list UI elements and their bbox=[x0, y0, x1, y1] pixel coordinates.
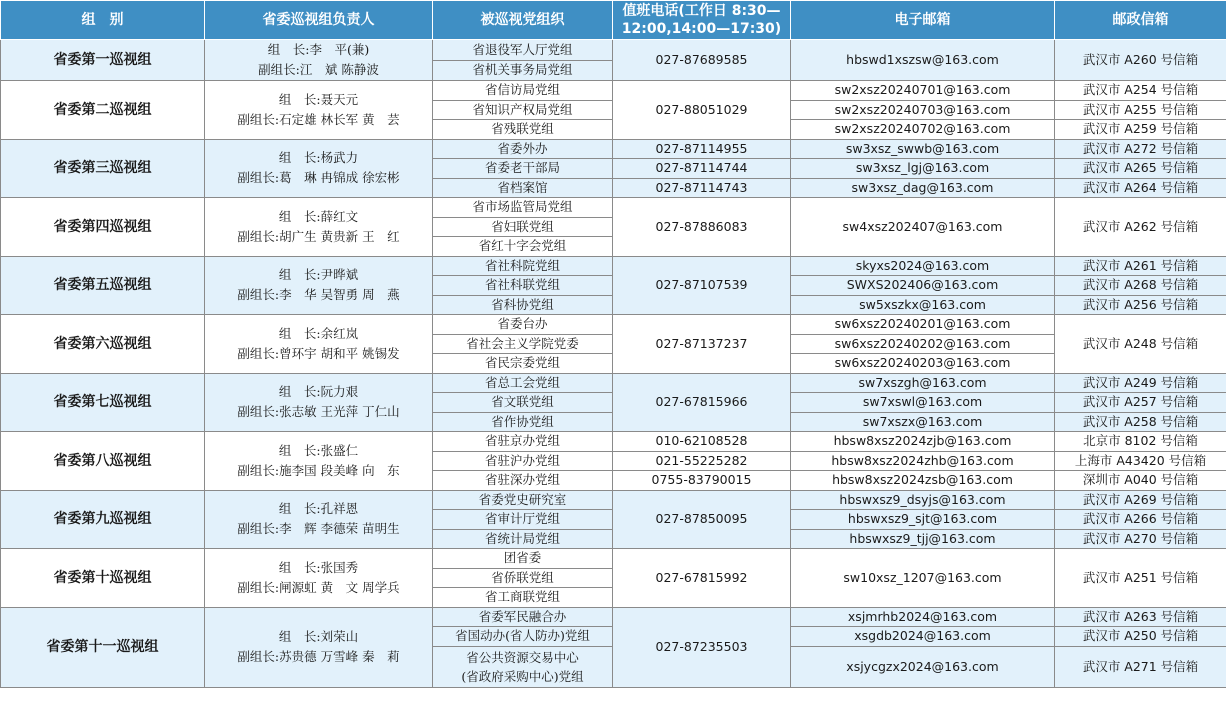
group-leaders bbox=[205, 549, 433, 608]
post-box: 武汉市 A256 号信箱 bbox=[1055, 295, 1226, 315]
group-leaders bbox=[205, 198, 433, 257]
email-address[interactable]: hbsw8xsz2024zsb@163.com bbox=[791, 471, 1055, 491]
target-org: 省科协党组 bbox=[433, 295, 613, 315]
duty-phone: 010-62108528 bbox=[613, 432, 791, 452]
email-address[interactable]: sw7xswl@163.com bbox=[791, 393, 1055, 413]
group-leaders bbox=[205, 315, 433, 374]
email-address[interactable]: hbsw8xsz2024zhb@163.com bbox=[791, 451, 1055, 471]
deputy-line: 副组长:闸源虹 黄 文 周学兵 bbox=[237, 579, 400, 595]
post-box: 武汉市 A257 号信箱 bbox=[1055, 393, 1226, 413]
table-row bbox=[1, 256, 1226, 276]
target-org: 省总工会党组 bbox=[433, 373, 613, 393]
email-address[interactable]: sw2xsz20240701@163.com bbox=[791, 81, 1055, 101]
email-address[interactable]: sw4xsz202407@163.com bbox=[791, 198, 1055, 257]
email-address[interactable]: sw3xsz_lgj@163.com bbox=[791, 159, 1055, 179]
target-org: 省知识产权局党组 bbox=[433, 100, 613, 120]
group-name: 省委第七巡视组 bbox=[1, 373, 205, 432]
duty-phone: 027-87235503 bbox=[613, 607, 791, 687]
email-address[interactable]: hbswxsz9_sjt@163.com bbox=[791, 510, 1055, 530]
target-org: 省委台办 bbox=[433, 315, 613, 335]
group-leaders bbox=[205, 139, 433, 198]
deputy-line: 副组长:张志敏 王光萍 丁仁山 bbox=[237, 404, 400, 420]
post-box: 武汉市 A251 号信箱 bbox=[1055, 549, 1226, 608]
deputy-line: 副组长:江 斌 陈静波 bbox=[258, 62, 379, 77]
table-row bbox=[1, 40, 1226, 61]
post-box: 武汉市 A248 号信箱 bbox=[1055, 315, 1226, 374]
target-org-line2: (省政府采购中心)党组 bbox=[461, 668, 584, 684]
target-org: 省社科院党组 bbox=[433, 256, 613, 276]
target-org: 省国动办(省人防办)党组 bbox=[433, 627, 613, 647]
duty-phone: 027-87689585 bbox=[613, 40, 791, 81]
post-box: 武汉市 A250 号信箱 bbox=[1055, 627, 1226, 647]
table-row bbox=[1, 549, 1226, 569]
header-leader: 省委巡视组负责人 bbox=[205, 1, 433, 40]
target-org: 省委军民融合办 bbox=[433, 607, 613, 627]
target-org: 省驻京办党组 bbox=[433, 432, 613, 452]
group-name: 省委第十巡视组 bbox=[1, 549, 205, 608]
table-row bbox=[1, 81, 1226, 101]
deputy-line: 副组长:胡广生 黄贵新 王 红 bbox=[237, 228, 400, 244]
duty-phone: 027-67815992 bbox=[613, 549, 791, 608]
email-address[interactable]: xsgdb2024@163.com bbox=[791, 627, 1055, 647]
duty-phone: 027-88051029 bbox=[613, 81, 791, 140]
table-row bbox=[1, 607, 1226, 627]
group-name: 省委第二巡视组 bbox=[1, 81, 205, 140]
leader-line: 组 长:聂天元 bbox=[278, 91, 359, 107]
table-row bbox=[1, 139, 1226, 159]
duty-phone: 027-87107539 bbox=[613, 256, 791, 315]
target-org: 省委老干部局 bbox=[433, 159, 613, 179]
header-target: 被巡视党组织 bbox=[433, 1, 613, 40]
post-box: 武汉市 A258 号信箱 bbox=[1055, 412, 1226, 432]
deputy-line: 副组长:葛 琳 冉锦成 徐宏彬 bbox=[237, 170, 400, 186]
group-name: 省委第五巡视组 bbox=[1, 256, 205, 315]
duty-phone: 027-87137237 bbox=[613, 315, 791, 374]
target-org: 省作协党组 bbox=[433, 412, 613, 432]
target-org: 团省委 bbox=[433, 549, 613, 569]
table-row bbox=[1, 198, 1226, 218]
group-leaders bbox=[205, 256, 433, 315]
target-org: 省侨联党组 bbox=[433, 568, 613, 588]
target-org: 省驻沪办党组 bbox=[433, 451, 613, 471]
email-address[interactable]: sw6xsz20240201@163.com bbox=[791, 315, 1055, 335]
leader-line: 组 长:阮力艰 bbox=[278, 384, 359, 400]
group-leaders bbox=[205, 373, 433, 432]
target-org: 省社科联党组 bbox=[433, 276, 613, 296]
email-address[interactable]: sw2xsz20240703@163.com bbox=[791, 100, 1055, 120]
email-address[interactable]: sw6xsz20240202@163.com bbox=[791, 334, 1055, 354]
post-box: 武汉市 A254 号信箱 bbox=[1055, 81, 1226, 101]
target-org: 省民宗委党组 bbox=[433, 354, 613, 374]
leader-line: 组 长:余红岚 bbox=[278, 325, 359, 341]
email-address[interactable]: skyxs2024@163.com bbox=[791, 256, 1055, 276]
duty-phone: 027-87886083 bbox=[613, 198, 791, 257]
header-row bbox=[1, 1, 1226, 40]
group-name: 省委第一巡视组 bbox=[1, 40, 205, 81]
email-address[interactable]: sw3xsz_swwb@163.com bbox=[791, 139, 1055, 159]
target-org: 省驻深办党组 bbox=[433, 471, 613, 491]
target-org: 省妇联党组 bbox=[433, 217, 613, 237]
email-address[interactable]: xsjycgzx2024@163.com bbox=[791, 646, 1055, 687]
table-row bbox=[1, 315, 1226, 335]
table-row bbox=[1, 490, 1226, 510]
email-address[interactable]: sw7xszx@163.com bbox=[791, 412, 1055, 432]
header-mail: 邮政信箱 bbox=[1055, 1, 1226, 40]
duty-phone: 027-87114955 bbox=[613, 139, 791, 159]
target-org: 省文联党组 bbox=[433, 393, 613, 413]
target-org: 省红十字会党组 bbox=[433, 237, 613, 257]
email-address[interactable]: sw2xsz20240702@163.com bbox=[791, 120, 1055, 140]
table-row bbox=[1, 432, 1226, 452]
leader-line: 组 长:尹晔斌 bbox=[278, 267, 359, 283]
email-address[interactable]: sw3xsz_dag@163.com bbox=[791, 178, 1055, 198]
post-box: 武汉市 A262 号信箱 bbox=[1055, 198, 1226, 257]
leader-line: 组 长:张盛仁 bbox=[278, 442, 359, 458]
group-name: 省委第十一巡视组 bbox=[1, 607, 205, 687]
post-box: 上海市 A43420 号信箱 bbox=[1055, 451, 1226, 471]
duty-phone: 027-87114743 bbox=[613, 178, 791, 198]
target-org: 省市场监管局党组 bbox=[433, 198, 613, 218]
group-name: 省委第八巡视组 bbox=[1, 432, 205, 491]
target-org: 省统计局党组 bbox=[433, 529, 613, 549]
group-leaders bbox=[205, 490, 433, 549]
post-box: 武汉市 A269 号信箱 bbox=[1055, 490, 1226, 510]
group-name: 省委第六巡视组 bbox=[1, 315, 205, 374]
deputy-line: 副组长:苏贵德 万雪峰 秦 莉 bbox=[237, 649, 400, 664]
post-box: 武汉市 A259 号信箱 bbox=[1055, 120, 1226, 140]
post-box: 武汉市 A264 号信箱 bbox=[1055, 178, 1226, 198]
target-org: 省审计厅党组 bbox=[433, 510, 613, 530]
email-address[interactable]: SWXS202406@163.com bbox=[791, 276, 1055, 296]
group-leaders bbox=[205, 432, 433, 491]
header-group: 组 别 bbox=[1, 1, 205, 40]
post-box: 武汉市 A272 号信箱 bbox=[1055, 139, 1226, 159]
post-box: 武汉市 A265 号信箱 bbox=[1055, 159, 1226, 179]
post-box: 武汉市 A260 号信箱 bbox=[1055, 40, 1226, 81]
target-org: 省退役军人厅党组 bbox=[433, 40, 613, 61]
leader-line: 组 长:张国秀 bbox=[278, 559, 359, 575]
email-address[interactable]: sw7xszgh@163.com bbox=[791, 373, 1055, 393]
duty-phone: 021-55225282 bbox=[613, 451, 791, 471]
duty-phone: 027-87850095 bbox=[613, 490, 791, 549]
duty-phone: 0755-83790015 bbox=[613, 471, 791, 491]
deputy-line: 副组长:李 辉 李德荣 苗明生 bbox=[237, 521, 400, 537]
header-phone-line1: 值班电话(工作日 8:30— bbox=[622, 3, 781, 19]
email-address[interactable]: hbsw8xsz2024zjb@163.com bbox=[791, 432, 1055, 452]
post-box: 武汉市 A255 号信箱 bbox=[1055, 100, 1226, 120]
email-address[interactable]: hbswxsz9_dsyjs@163.com bbox=[791, 490, 1055, 510]
deputy-line: 副组长:李 华 吴智勇 周 燕 bbox=[237, 287, 400, 303]
leader-line: 组 长:刘荣山 bbox=[278, 629, 359, 644]
email-address[interactable]: sw10xsz_1207@163.com bbox=[791, 549, 1055, 608]
leader-line: 组 长:薛红文 bbox=[278, 208, 359, 224]
target-org: 省档案馆 bbox=[433, 178, 613, 198]
post-box: 武汉市 A266 号信箱 bbox=[1055, 510, 1226, 530]
target-org: 省社会主义学院党委 bbox=[433, 334, 613, 354]
post-box: 武汉市 A249 号信箱 bbox=[1055, 373, 1226, 393]
deputy-line: 副组长:石定雄 林长军 黄 芸 bbox=[237, 111, 400, 127]
deputy-line: 副组长:曾环宇 胡和平 姚锡发 bbox=[237, 345, 400, 361]
post-box: 武汉市 A271 号信箱 bbox=[1055, 646, 1226, 687]
target-org bbox=[433, 646, 613, 687]
group-name: 省委第四巡视组 bbox=[1, 198, 205, 257]
group-name: 省委第三巡视组 bbox=[1, 139, 205, 198]
email-address[interactable]: hbswd1xszsw@163.com bbox=[791, 40, 1055, 81]
leader-line: 组 长:孔祥恩 bbox=[278, 501, 359, 517]
deputy-line: 副组长:施李国 段美峰 向 东 bbox=[237, 462, 400, 478]
email-address[interactable]: sw6xsz20240203@163.com bbox=[791, 354, 1055, 374]
duty-phone: 027-87114744 bbox=[613, 159, 791, 179]
target-org-line1: 省公共资源交易中心 bbox=[466, 649, 579, 665]
header-phone-line2: 12:00,14:00—17:30) bbox=[621, 21, 782, 37]
group-leaders bbox=[205, 40, 433, 81]
group-name: 省委第九巡视组 bbox=[1, 490, 205, 549]
header-email: 电子邮箱 bbox=[791, 1, 1055, 40]
group-leaders bbox=[205, 81, 433, 140]
post-box: 武汉市 A268 号信箱 bbox=[1055, 276, 1226, 296]
target-org: 省机关事务局党组 bbox=[433, 60, 613, 81]
post-box: 武汉市 A270 号信箱 bbox=[1055, 529, 1226, 549]
target-org: 省工商联党组 bbox=[433, 588, 613, 608]
target-org: 省委党史研究室 bbox=[433, 490, 613, 510]
target-org: 省残联党组 bbox=[433, 120, 613, 140]
post-box: 深圳市 A040 号信箱 bbox=[1055, 471, 1226, 491]
header-phone bbox=[613, 1, 791, 40]
target-org: 省信访局党组 bbox=[433, 81, 613, 101]
email-address[interactable]: hbswxsz9_tjj@163.com bbox=[791, 529, 1055, 549]
email-address[interactable]: xsjmrhb2024@163.com bbox=[791, 607, 1055, 627]
post-box: 武汉市 A261 号信箱 bbox=[1055, 256, 1226, 276]
post-box: 武汉市 A263 号信箱 bbox=[1055, 607, 1226, 627]
duty-phone: 027-67815966 bbox=[613, 373, 791, 432]
target-org: 省委外办 bbox=[433, 139, 613, 159]
group-leaders bbox=[205, 607, 433, 687]
post-box: 北京市 8102 号信箱 bbox=[1055, 432, 1226, 452]
leader-line: 组 长:李 平(兼) bbox=[267, 42, 370, 57]
email-address[interactable]: sw5xszkx@163.com bbox=[791, 295, 1055, 315]
table-row bbox=[1, 373, 1226, 393]
leader-line: 组 长:杨武力 bbox=[278, 150, 359, 166]
